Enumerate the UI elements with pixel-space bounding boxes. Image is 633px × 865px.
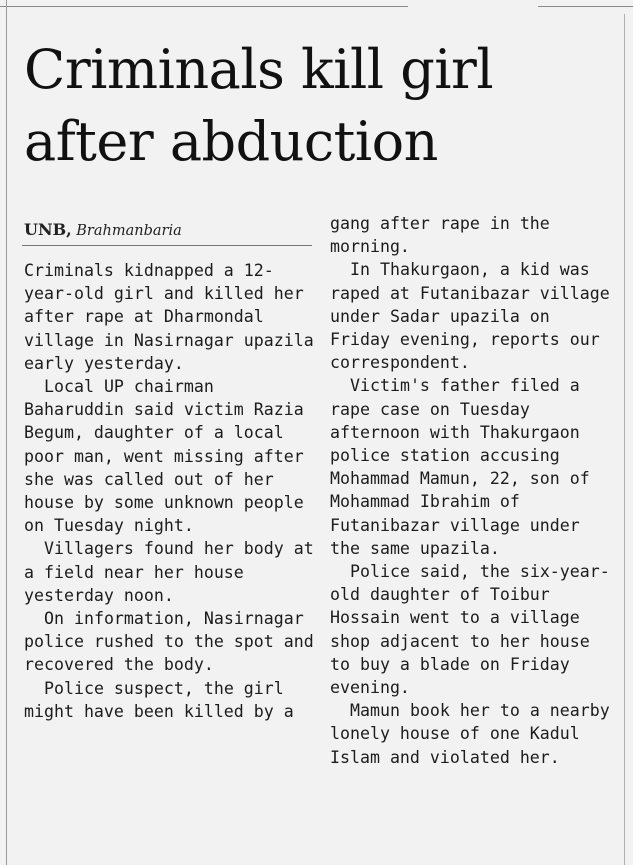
paragraph: On information, Nasirnagar police rushed to the spot and recovered the body. bbox=[24, 609, 314, 675]
byline-rule bbox=[22, 245, 312, 246]
top-rule bbox=[0, 6, 633, 7]
paragraph: Victim's father filed a rape case on Tuesday afternoon with Thakurgaon police station accusing Mohammad Mamun, 22, son of Mohammad Ibrahim of Futanibazar village under the same upazila. bbox=[330, 376, 590, 558]
paragraph: Criminals kidnapped a 12-year-old girl and killed her after rape at Dharmondal village in Nasirnagar upazila early yesterday. bbox=[24, 261, 314, 373]
article-column-1 bbox=[24, 259, 314, 723]
left-page-edge bbox=[6, 0, 7, 865]
byline-agency: UNB, bbox=[24, 220, 72, 239]
paragraph: Police suspect, the girl might have been killed by a bbox=[24, 678, 294, 721]
right-page-edge bbox=[624, 14, 625, 865]
paragraph: In Thakurgaon, a kid was raped at Futanibazar village under Sadar upazila on Friday evening, reports our correspondent. bbox=[330, 260, 610, 373]
paragraph: Local UP chairman Baharuddin said victim Razia Begum, daughter of a local poor man, went missing after she was called out of her house by some unknown people on Tuesday night. bbox=[24, 377, 304, 536]
paragraph: gang after rape in the morning. bbox=[330, 214, 550, 257]
article-column-2 bbox=[330, 212, 616, 769]
paragraph: Villagers found her body at a field near her house yesterday noon. bbox=[24, 539, 314, 605]
paragraph: Mamun book her to a nearby lonely house of one Kadul Islam and violated her. bbox=[330, 701, 610, 767]
byline bbox=[24, 220, 182, 239]
paragraph: Police said, the six-year-old daughter of Toibur Hossain went to a village shop adjacent to her house to buy a blade on Friday evening. bbox=[330, 562, 610, 698]
headline: Criminals kill girl after abduction bbox=[24, 38, 494, 173]
byline-place: Brahmanbaria bbox=[76, 223, 182, 239]
